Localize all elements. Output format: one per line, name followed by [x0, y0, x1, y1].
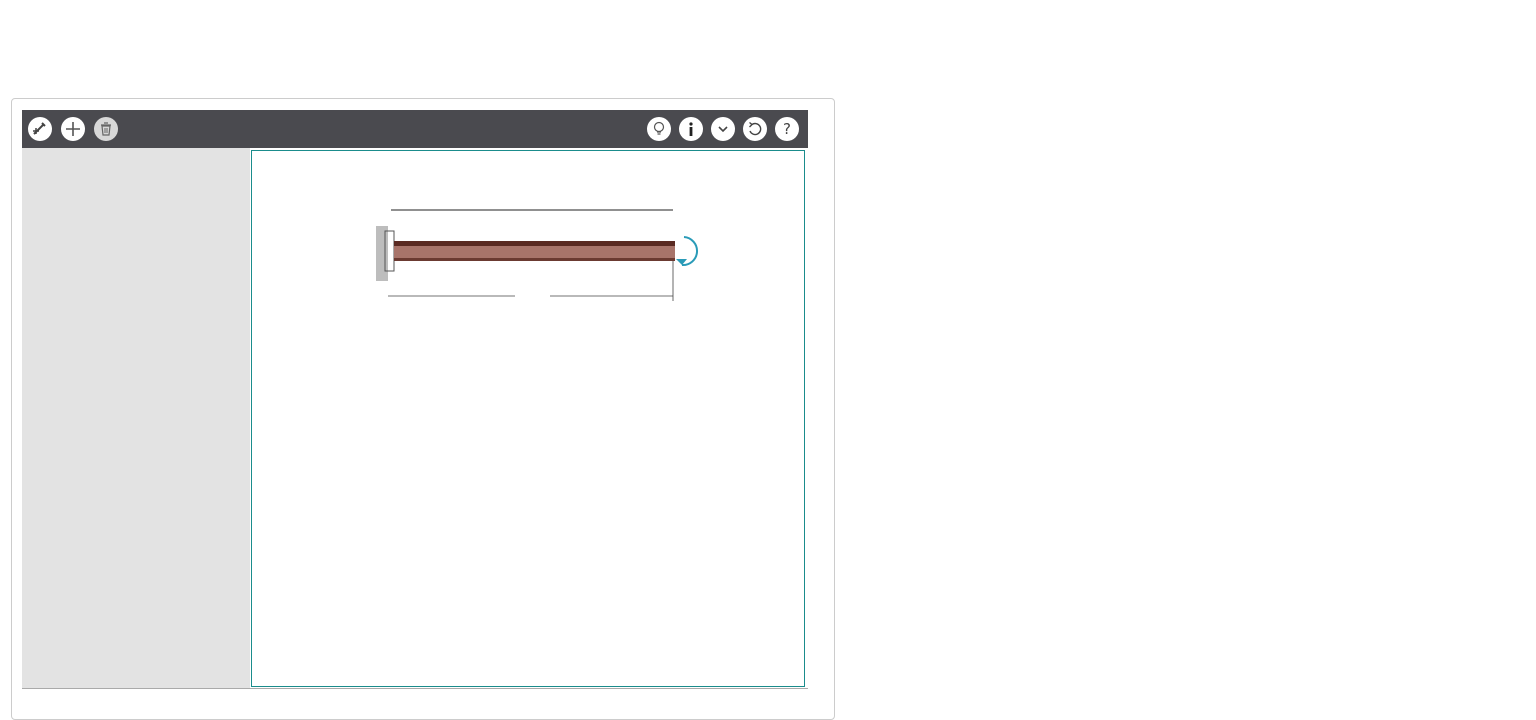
add-vertical-line-icon[interactable]	[28, 117, 52, 141]
dropdown-chevron-icon[interactable]	[711, 117, 735, 141]
beam-bottom-flange	[394, 258, 675, 261]
toolbar	[22, 110, 808, 148]
info-icon[interactable]	[679, 117, 703, 141]
reset-icon[interactable]	[743, 117, 767, 141]
add-segment-icon[interactable]	[61, 117, 85, 141]
attribute-side-panel	[22, 148, 250, 688]
beam-figure	[376, 210, 697, 301]
delete-icon[interactable]	[94, 117, 118, 141]
svg-text:?: ?	[783, 120, 791, 138]
hint-lightbulb-icon[interactable]	[647, 117, 671, 141]
canvas-svg	[252, 151, 804, 686]
keyboard-help-footer	[22, 688, 808, 699]
beam-top-flange	[394, 241, 675, 246]
drawing-canvas[interactable]	[251, 150, 805, 687]
wall-support	[376, 226, 388, 281]
help-question-icon[interactable]	[775, 117, 799, 141]
